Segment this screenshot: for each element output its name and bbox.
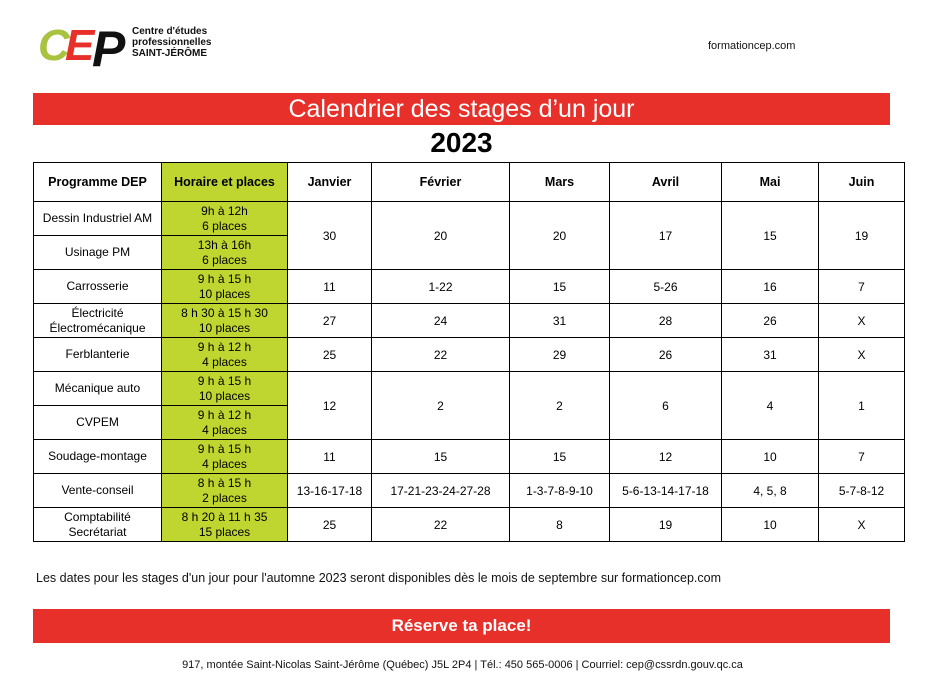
logo-line-3: SAINT-JÉRÔME [132,48,208,59]
hours-cell [162,236,288,270]
date-cell: 1-3-7-8-9-10 [510,474,610,508]
svg-text:P: P [92,21,126,77]
col-header-hours: Horaire et places [162,163,288,202]
logo-line-1: Centre d'études [132,26,208,37]
hours-cell [162,372,288,406]
program-cell: Mécanique auto [34,372,162,406]
places-text: 6 places [202,252,247,267]
date-cell: 11 [288,440,372,474]
table-row [34,474,905,508]
date-cell: 11 [288,270,372,304]
hours-text: 9 h à 15 h [197,373,252,388]
date-cell: 2 [372,372,510,440]
places-text: 4 places [202,456,247,471]
date-cell: 19 [819,202,905,270]
places-text: 4 places [202,422,247,437]
date-cell: 12 [288,372,372,440]
date-cell: 28 [610,304,722,338]
autumn-note: Les dates pour les stages d'un jour pour l'automne 2023 seront disponibles dès le mois de septembre sur formationcep.com [36,571,722,585]
program-cell [34,304,162,338]
hours-text: 9 h à 15 h [197,271,252,286]
places-text: 15 places [198,524,251,539]
date-cell: 10 [722,508,819,542]
hours-text: 8 h 30 à 15 h 30 [181,305,268,320]
hours-cell [162,338,288,372]
program-line-1: Électricité [71,305,124,320]
date-cell: 20 [510,202,610,270]
hours-cell [162,508,288,542]
date-cell: 31 [510,304,610,338]
program-cell: CVPEM [34,406,162,440]
table-row [34,338,905,372]
year-heading: 2023 [430,127,493,158]
hours-cell [162,440,288,474]
places-text: 10 places [198,286,251,301]
program-line-1: Comptabilité [64,509,131,524]
hours-text: 8 h 20 à 11 h 35 [181,509,268,524]
col-header-program: Programme DEP [34,163,162,202]
places-text: 10 places [198,320,251,335]
date-cell: 26 [610,338,722,372]
date-cell: 8 [510,508,610,542]
date-cell: 13-16-17-18 [288,474,372,508]
hours-text: 8 h à 15 h [197,475,252,490]
date-cell: 10 [722,440,819,474]
hours-cell [162,304,288,338]
cep-logo-mark [36,12,132,78]
col-header-month: Janvier [288,163,372,202]
hours-text: 9 h à 12 h [197,339,252,354]
date-cell: 15 [510,270,610,304]
program-cell: Carrosserie [34,270,162,304]
date-cell: X [819,338,905,372]
date-cell: 26 [722,304,819,338]
program-cell: Vente-conseil [34,474,162,508]
col-header-month: Avril [610,163,722,202]
date-cell: 7 [819,440,905,474]
date-cell: 15 [722,202,819,270]
program-cell: Soudage-montage [34,440,162,474]
date-cell: 1-22 [372,270,510,304]
date-cell: 5-6-13-14-17-18 [610,474,722,508]
date-cell: 4 [722,372,819,440]
date-cell: X [819,304,905,338]
hours-cell [162,474,288,508]
table-header-row [34,163,905,202]
date-cell: 31 [722,338,819,372]
svg-text:E: E [65,21,95,70]
date-cell: 2 [510,372,610,440]
program-cell: Usinage PM [34,236,162,270]
date-cell: 19 [610,508,722,542]
program-cell: Dessin Industriel AM [34,202,162,236]
hours-cell [162,406,288,440]
date-cell: 22 [372,338,510,372]
footer-contact: 917, montée Saint-Nicolas Saint-Jérôme (Québec) J5L 2P4 | Tél.: 450 565-0006 | Courriel: cep@cssrdn.gouv.qc.ca [182,659,743,671]
program-line-2: Électromécanique [49,320,146,335]
date-cell: 12 [610,440,722,474]
table-row [34,508,905,542]
hours-text: 9h à 12h [201,203,248,218]
table-row [34,202,905,236]
places-text: 4 places [202,354,247,369]
date-cell: 16 [722,270,819,304]
col-header-month: Mai [722,163,819,202]
date-cell: 30 [288,202,372,270]
date-cell: 17-21-23-24-27-28 [372,474,510,508]
col-header-month: Février [372,163,510,202]
date-cell: 4, 5, 8 [722,474,819,508]
date-cell: 25 [288,508,372,542]
table-row [34,270,905,304]
hours-cell [162,270,288,304]
logo-text [132,26,211,59]
date-cell: 20 [372,202,510,270]
table-row [34,440,905,474]
date-cell: 25 [288,338,372,372]
program-cell: Ferblanterie [34,338,162,372]
logo-line-2: professionnelles [132,37,212,48]
places-text: 6 places [202,218,247,233]
col-header-month: Juin [819,163,905,202]
hours-text: 9 h à 12 h [197,407,252,422]
date-cell: 27 [288,304,372,338]
table-row [34,372,905,406]
reserve-button[interactable]: Réserve ta place! [33,609,890,643]
date-cell: 1 [819,372,905,440]
places-text: 10 places [198,388,251,403]
program-line-2: Secrétariat [68,524,127,539]
date-cell: 7 [819,270,905,304]
schedule-table [33,162,905,542]
date-cell: 6 [610,372,722,440]
col-header-month: Mars [510,163,610,202]
date-cell: 15 [372,440,510,474]
website-link[interactable]: formationcep.com [708,40,796,52]
date-cell: 5-26 [610,270,722,304]
table-row [34,304,905,338]
date-cell: 15 [510,440,610,474]
hours-text: 9 h à 15 h [197,441,252,456]
date-cell: 24 [372,304,510,338]
svg-text:C: C [38,21,70,70]
program-cell [34,508,162,542]
date-cell: 5-7-8-12 [819,474,905,508]
date-cell: 22 [372,508,510,542]
hours-text: 13h à 16h [197,237,252,252]
date-cell: X [819,508,905,542]
date-cell: 17 [610,202,722,270]
places-text: 2 places [202,490,247,505]
date-cell: 29 [510,338,610,372]
cep-logo [36,12,218,78]
page-title: Calendrier des stages d’un jour [33,93,890,125]
hours-cell [162,202,288,236]
